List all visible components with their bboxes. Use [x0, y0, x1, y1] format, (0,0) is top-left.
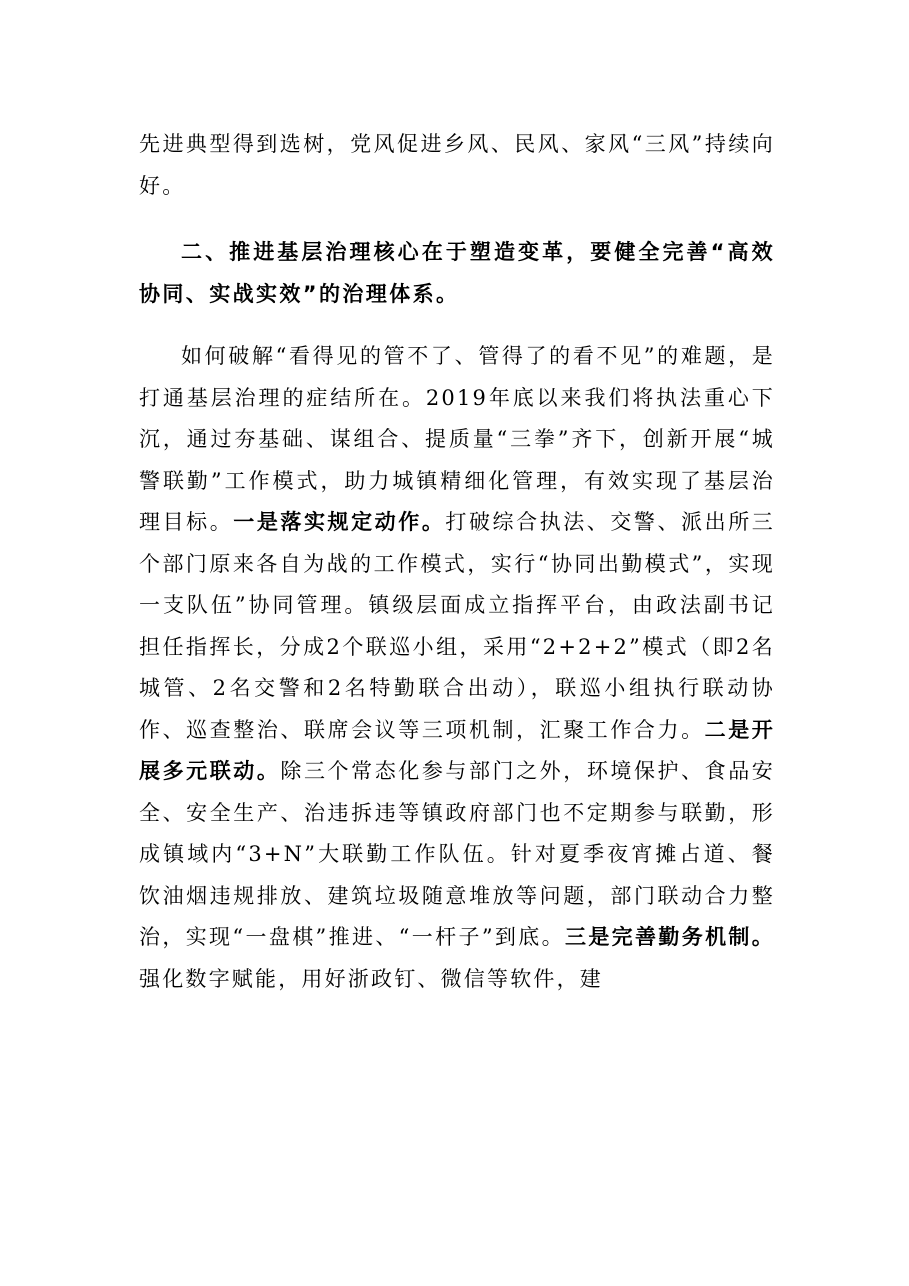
paragraph-text: 打破综合执法、交警、派出所三个部门原来各自为战的工作模式，实行“协同出勤模式”，实现一支队伍”协同管理。镇级层面成立指挥平台，由政法副书记担任指挥长，分成2个联巡小组，采用“2+2+2”模式（即2名城管、2名交警和2名特勤联合出动），联巡小组执行联动协作、巡查整治、联席会议等三项机制，汇聚工作合力。	[139, 510, 775, 742]
paragraph-continued: 先进典型得到选树，党风促进乡风、民风、家风“三风”持续向好。	[139, 132, 775, 198]
bold-point-2: 二是开展多元联动。	[139, 717, 775, 783]
paragraph-text: 如何破解“看得见的管不了、管得了的看不见”的难题，是打通基层治理的症结所在。2019年底以来我们将执法重心下沉，通过夯基础、谋组合、提质量“三拳”齐下，创新开展“城警联勤”工作模式，助力城镇精细化管理，有效实现了基层治理目标。	[139, 344, 775, 534]
bold-point-1: 一是落实规定动作。	[233, 510, 446, 534]
bold-point-3: 三是完善勤务机制。	[564, 925, 775, 949]
paragraph-text: 除三个常态化参与部门之外，环境保护、食品安全、安全生产、治违拆违等镇政府部门也不定期参与联勤，形成镇域内“3+N”大联勤工作队伍。针对夏季夜宵摊占道、餐饮油烟违规排放、建筑垃圾随意堆放等问题，部门联动合力整治，实现“一盘棋”推进、“一杆子”到底。	[139, 759, 775, 949]
body-paragraph	[139, 336, 775, 1000]
section-heading-2: 二、推进基层治理核心在于塑造变革，要健全完善“高效协同、实战实效”的治理体系。	[139, 240, 775, 306]
paragraph-text: 强化数字赋能，用好浙政钉、微信等软件，建	[139, 966, 603, 991]
